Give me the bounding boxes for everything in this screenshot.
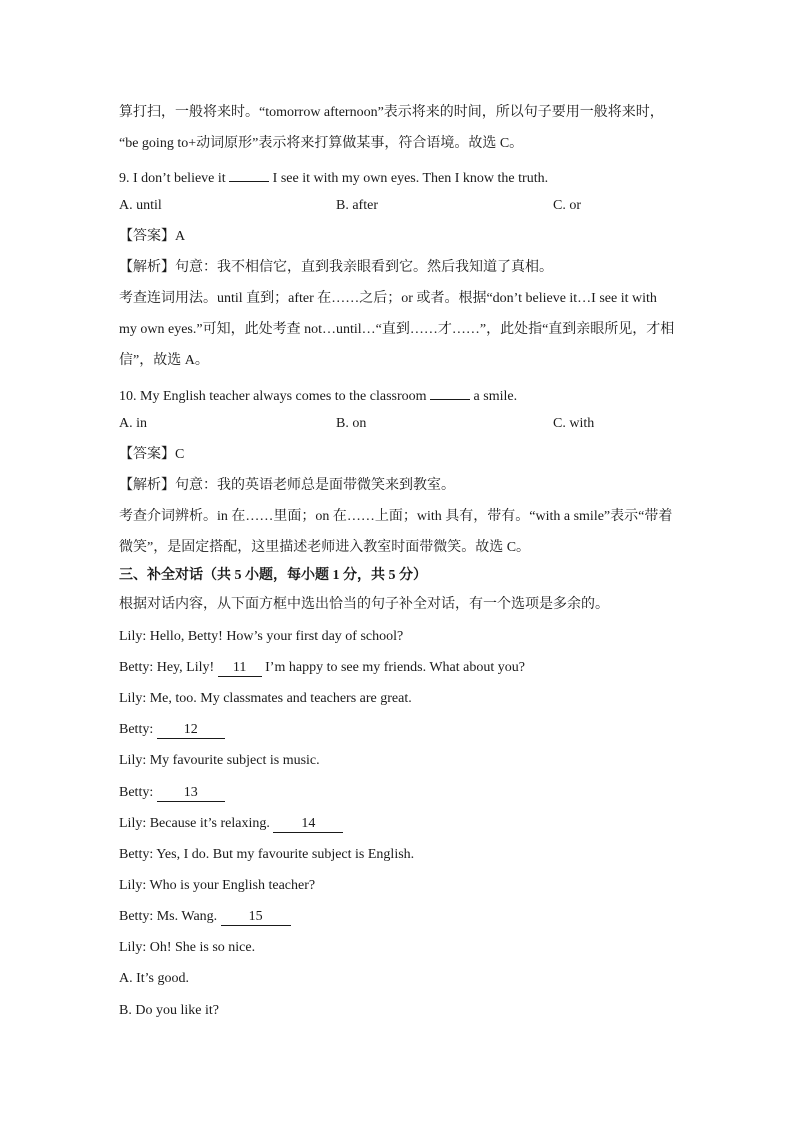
dialogue-line-3: Lily: Me, too. My classmates and teachers are great. [119, 691, 412, 706]
q10-stem-after: a smile. [473, 389, 518, 404]
section-3-instruction: 根据对话内容，从下面方框中选出恰当的句子补全对话，有一个选项是多余的。 [119, 597, 609, 612]
q10-stem [119, 383, 517, 407]
q9-analysis-line-4: 信”，故选 A。 [119, 353, 209, 368]
q9-blank [229, 165, 269, 182]
blank-12[interactable]: 12 [157, 722, 225, 739]
q10-option-b: B. on [336, 416, 367, 431]
dialogue-line-2 [119, 658, 525, 678]
dialogue-line-9: Lily: Who is your English teacher? [119, 878, 316, 893]
q10-analysis-line-1: 【解析】句意：我的英语老师总是面带微笑来到教室。 [119, 478, 455, 493]
dialogue-line-7 [119, 814, 343, 834]
q10-blank [430, 383, 470, 400]
dialogue-line-1: Lily: Hello, Betty! How’s your first day of school? [119, 629, 404, 644]
q9-stem [119, 165, 548, 189]
q9-option-c: C. or [553, 198, 581, 213]
dialogue-line-4 [119, 720, 225, 740]
dialogue-line-6-before: Betty: [119, 785, 154, 800]
q10-analysis-line-2: 考查介词辨析。in 在……里面；on 在……上面；with 具有，带有。“with a smile”表示“带着 [119, 509, 673, 524]
q10-answer: 【答案】C [119, 447, 185, 462]
q9-option-b: B. after [336, 198, 378, 213]
dialogue-line-2-before: Betty: Hey, Lily! [119, 660, 215, 675]
dialogue-line-8: Betty: Yes, I do. But my favourite subject is English. [119, 847, 415, 862]
q8-explanation-line-1: 算打扫，一般将来时。“tomorrow afternoon”表示将来的时间，所以句子要用一般将来时， [119, 105, 664, 120]
dialogue-line-10 [119, 907, 291, 927]
q9-answer: 【答案】A [119, 229, 186, 244]
q9-stem-before: 9. I don’t believe it [119, 171, 226, 186]
q9-option-a: A. until [119, 198, 162, 213]
dialogue-line-4-before: Betty: [119, 722, 154, 737]
choice-b: B. Do you like it? [119, 1003, 219, 1018]
q10-option-a: A. in [119, 416, 147, 431]
dialogue-line-6 [119, 783, 225, 803]
q10-option-c: C. with [553, 416, 595, 431]
q8-explanation-line-2: “be going to+动词原形”表示将来打算做某事，符合语境。故选 C。 [119, 136, 524, 151]
dialogue-line-5: Lily: My favourite subject is music. [119, 753, 320, 768]
q10-stem-before: 10. My English teacher always comes to the classroom [119, 389, 427, 404]
section-3-heading: 三、补全对话（共 5 小题，每小题 1 分，共 5 分） [119, 568, 427, 583]
choice-a: A. It’s good. [119, 971, 189, 986]
dialogue-line-10-before: Betty: Ms. Wang. [119, 909, 218, 924]
q9-analysis-line-2: 考查连词用法。until 直到；after 在……之后；or 或者。根据“don’t believe it…I see it with [119, 291, 657, 306]
q9-analysis-line-1: 【解析】句意：我不相信它，直到我亲眼看到它。然后我知道了真相。 [119, 260, 553, 275]
q9-stem-after: I see it with my own eyes. Then I know the truth. [272, 171, 549, 186]
blank-14[interactable]: 14 [273, 816, 343, 833]
dialogue-line-11: Lily: Oh! She is so nice. [119, 940, 256, 955]
blank-13[interactable]: 13 [157, 785, 225, 802]
q10-analysis-line-3: 微笑”，是固定搭配，这里描述老师进入教室时面带微笑。故选 C。 [119, 540, 531, 555]
dialogue-line-7-before: Lily: Because it’s relaxing. [119, 816, 270, 831]
dialogue-line-2-after: I’m happy to see my friends. What about you? [265, 660, 525, 675]
blank-15[interactable]: 15 [221, 909, 291, 926]
q9-analysis-line-3: my own eyes.”可知，此处考查 not…until…“直到……才……”，此处指“直到亲眼所见，才相 [119, 322, 675, 337]
blank-11[interactable]: 11 [218, 660, 262, 677]
